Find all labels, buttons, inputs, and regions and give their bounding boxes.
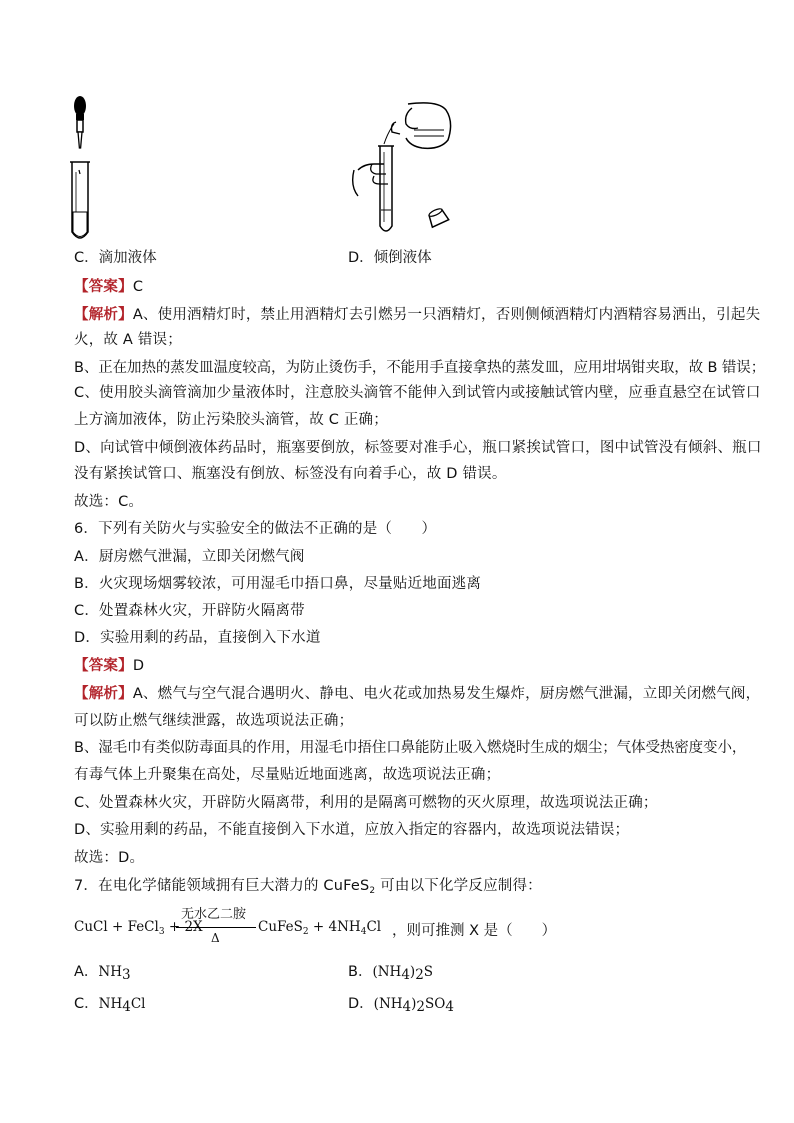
analysis-tag: 【解析】 [74,686,133,702]
equation-reactants: CuCl + FeCl$_3$ + 2X [74,919,203,937]
figure-c-caption: C．滴加液体 [74,250,157,266]
figure-d-caption: D．倾倒液体 [348,250,432,266]
answer-value: C [132,279,144,295]
q6-answer [74,656,734,676]
q6-analysis-line: 有毒气体上升聚集在高处，尽量贴近地面逃离，故选项说法正确； [74,767,501,783]
q6-option-c: C．处置森林火灾，开辟防火隔离带 [74,603,305,619]
dropper-testtube-figure [66,92,106,242]
q5-analysis-line: 上方滴加液体，防止污染胶头滴管，故 C 正确； [74,412,388,428]
q6-analysis-line: D、实验用剩的药品，不能直接倒入下水道，应放入指定的容器内，故选项说法错误； [74,822,630,838]
chemical-equation [74,905,734,953]
q6-analysis-line: B、湿毛巾有类似防毒面具的作用，用湿毛巾捂住口鼻能防止吸入燃烧时生成的烟尘；气体受热密度变小， [74,740,747,756]
q7-option-a: A．$NH_3$ [74,964,131,983]
q7-option-c: C．$NH_4Cl$ [74,996,146,1015]
q5-analysis-line: B、正在加热的蒸发皿温度较高，为防止烫伤手，不能用手直接拿热的蒸发皿，应用坩埚钳夹取，故 B 错误； [74,360,766,376]
q7-option-d: D．$(NH_4)_2SO_4$ [348,996,454,1015]
q6-option-b: B．火灾现场烟雾较浓，可用湿毛巾捂口鼻，尽量贴近地面逃离 [74,576,482,592]
q5-analysis-line: D、向试管中倾倒液体药品时，瓶塞要倒放，标签要对准手心，瓶口紧挨试管口，图中试管没有倾斜、瓶口 [74,440,762,456]
reaction-arrow-line [176,927,256,928]
answer-tag: 【答案】 [74,658,133,674]
reaction-condition-top: 无水乙二胺 [181,907,247,922]
equation-tail: ，则可推测 X 是（ ） [392,923,557,939]
equation-products: CuFeS$_2$ + $4NH_4Cl$ [258,919,382,937]
q6-analysis-line: 【解析】A、燃气与空气混合遇明火、静电、电火花或加热易发生爆炸，厨房燃气泄漏，立即关闭燃气阀， [74,686,761,702]
q6-stem: 6．下列有关防火与实验安全的做法不正确的是（ ） [74,521,437,537]
q6-analysis-line: C、处置森林火灾，开辟防火隔离带，利用的是隔离可燃物的灭火原理，故选项说法正确； [74,795,658,811]
q6-conclusion: 故选：D。 [74,850,145,866]
q5-analysis-line: 【解析】A、使用酒精灯时，禁止用酒精灯去引燃另一只酒精灯，否则侧倾酒精灯内酒精容易洒出，引起失 [74,307,761,323]
q7-stem: 7．在电化学储能领域拥有巨大潜力的 CuFeS$_2$ 可由以下化学反应制得： [74,878,542,896]
q6-option-d: D．实验用剩的药品，直接倒入下水道 [74,630,321,646]
q6-analysis-line: 可以防止燃气继续泄露，故选项说法正确； [74,713,354,729]
q5-analysis-line: C、使用胶头滴管滴加少量液体时，注意胶头滴管不能伸入到试管内或接触试管内壁，应垂直悬空在试管口 [74,385,761,401]
answer-value: D [132,658,145,674]
analysis-tag: 【解析】 [74,307,133,323]
answer-tag: 【答案】 [74,279,133,295]
reaction-condition-bottom: Δ [211,931,220,945]
q7-option-b: B．$(NH_4)_2S$ [348,964,434,983]
q5-answer [74,277,734,297]
q5-analysis-line: 没有紧挨试管口、瓶塞没有倒放、标签没有向着手心，故 D 错误。 [74,466,507,482]
q6-option-a: A．厨房燃气泄漏，立即关闭燃气阀 [74,549,305,565]
q5-analysis-line: 火，故 A 错误； [74,332,182,348]
q5-conclusion: 故选：C。 [74,494,144,510]
pouring-liquid-figure [348,100,463,240]
